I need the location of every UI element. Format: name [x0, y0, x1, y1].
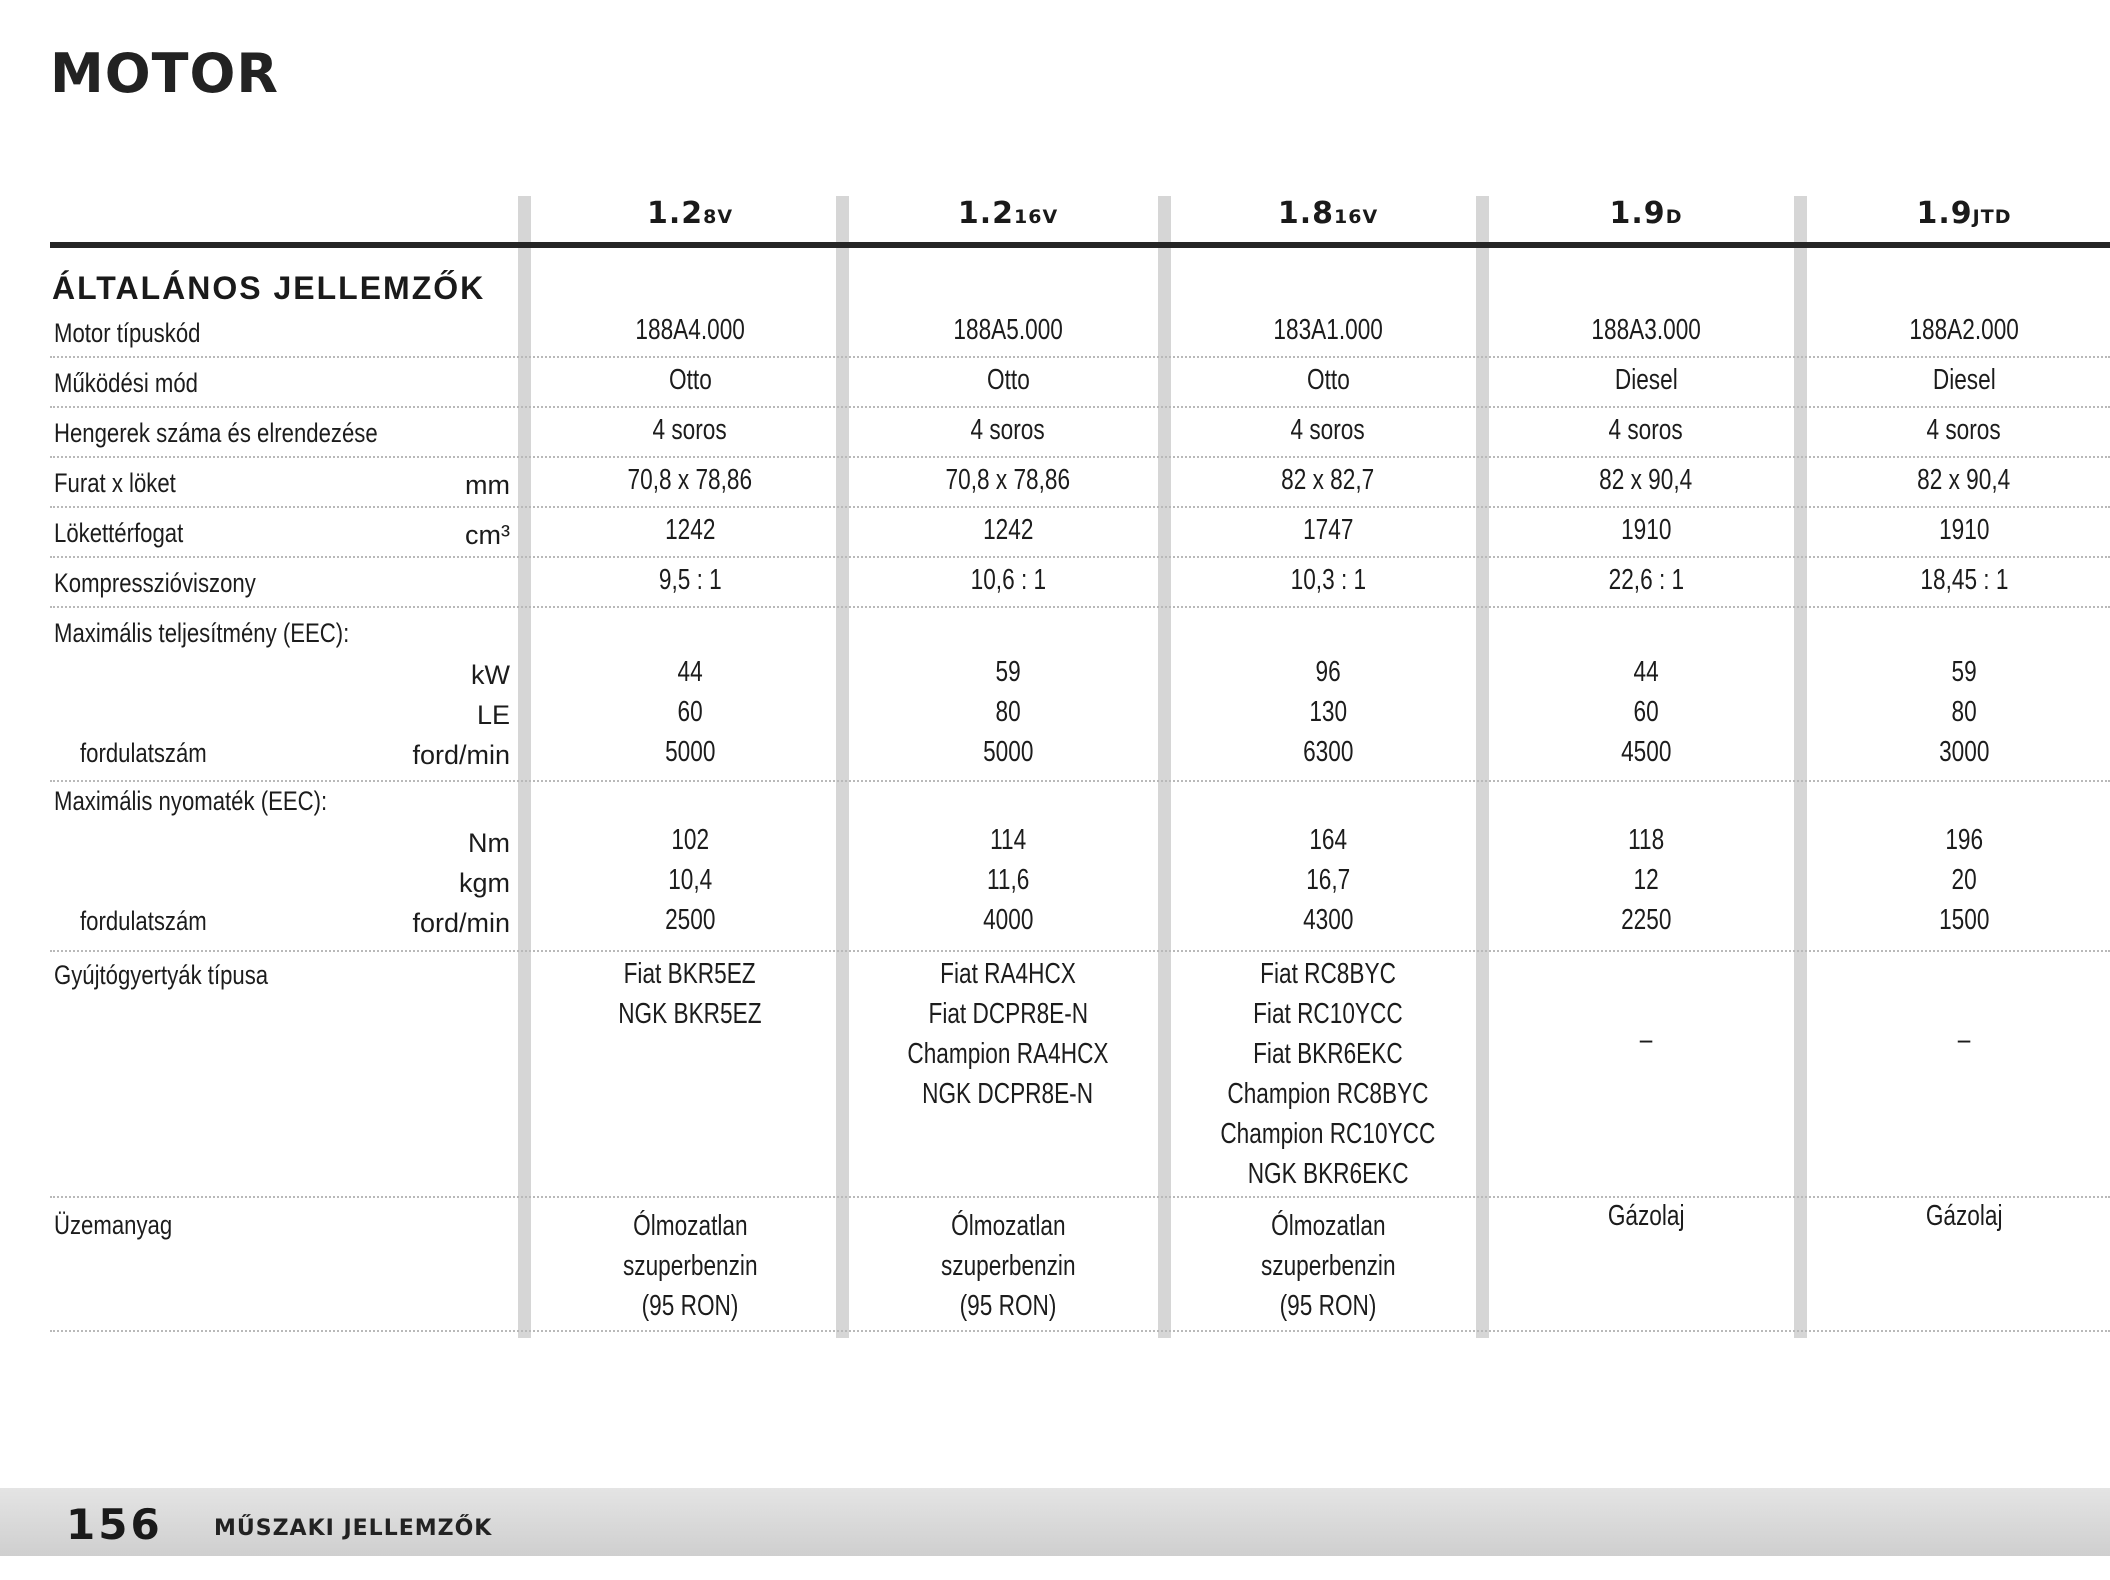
cell-power-kw: 44	[677, 656, 703, 688]
column-header: 1.9D	[1609, 196, 1683, 231]
cell-spark-plugs	[1496, 1020, 1796, 1060]
cell-line: (95 RON)	[959, 1290, 1057, 1322]
row-divider	[50, 950, 2110, 952]
header-rule	[50, 242, 2110, 248]
cell-compression: 18,45 : 1	[1919, 564, 2009, 596]
cell-compression: 9,5 : 1	[658, 564, 722, 596]
cell-power-rpm: 5000	[982, 736, 1034, 768]
row-label: Működési mód	[54, 368, 198, 398]
cell-displacement: 1910	[1938, 514, 1990, 546]
cell-displacement: 1747	[1302, 514, 1354, 546]
unit-label: cm³	[465, 520, 510, 550]
cell-bore-stroke: 82 x 90,4	[1917, 464, 2011, 496]
row-label: Kompresszióviszony	[54, 568, 256, 598]
cell-torque-nm: 164	[1309, 824, 1347, 856]
cell-fuel	[1178, 1206, 1478, 1326]
cell-cycle: Otto	[668, 364, 712, 396]
cell-engine-code: 188A4.000	[635, 314, 745, 346]
unit-label: mm	[465, 470, 510, 500]
cell-torque-nm: 196	[1945, 824, 1983, 856]
cell-displacement: 1242	[982, 514, 1034, 546]
cell-spark-plugs	[1814, 1020, 2110, 1060]
cell-bore-stroke: 82 x 90,4	[1599, 464, 1693, 496]
cell-power-le: 60	[1633, 696, 1659, 728]
row-label: Motor típuskód	[54, 318, 201, 348]
cell-line: Fiat DCPR8E-N	[928, 998, 1088, 1030]
row-sublabel: fordulatszám	[80, 906, 207, 936]
column-header: 1.9JTD	[1916, 196, 2012, 231]
cell-bore-stroke: 70,8 x 78,86	[945, 464, 1071, 496]
cell-line: Champion RA4HCX	[907, 1038, 1109, 1070]
cell-power-le: 80	[995, 696, 1021, 728]
cell-engine-code: 188A2.000	[1909, 314, 2019, 346]
row-label: Gyújtógyertyák típusa	[54, 960, 269, 990]
cell-torque-kgm: 16,7	[1305, 864, 1351, 896]
cell-power-le: 80	[1951, 696, 1977, 728]
section-heading: ÁLTALÁNOS JELLEMZŐK	[52, 270, 486, 306]
cell-line: (95 RON)	[641, 1290, 739, 1322]
cell-spark-plugs	[858, 954, 1158, 1114]
cell-cycle: Otto	[1306, 364, 1350, 396]
unit-label: ford/min	[412, 740, 510, 770]
row-label: Furat x löket	[54, 468, 176, 498]
row-label: Maximális teljesítmény (EEC):	[54, 618, 350, 648]
row-sublabel: fordulatszám	[80, 738, 207, 768]
cell-torque-nm: 114	[989, 824, 1027, 856]
cell-fuel	[1496, 1196, 1796, 1236]
cell-fuel	[858, 1206, 1158, 1326]
cell-line: NGK BKR6EKC	[1247, 1158, 1409, 1190]
cell-bore-stroke: 82 x 82,7	[1281, 464, 1375, 496]
row-divider	[50, 780, 2110, 782]
cell-line: –	[1957, 1024, 1971, 1056]
unit-label: Nm	[468, 828, 510, 858]
cell-torque-kgm: 11,6	[986, 864, 1030, 896]
cell-torque-rpm: 4300	[1302, 904, 1354, 936]
cell-displacement: 1910	[1620, 514, 1672, 546]
cell-line: Ólmozatlan	[1270, 1210, 1386, 1242]
cell-cylinders: 4 soros	[1290, 414, 1366, 446]
cell-engine-code: 183A1.000	[1273, 314, 1383, 346]
row-divider	[50, 506, 2110, 508]
cell-cycle: Diesel	[1614, 364, 1678, 396]
row-label: Hengerek száma és elrendezése	[54, 418, 378, 448]
page-title: MOTOR	[50, 42, 279, 105]
cell-spark-plugs	[1178, 954, 1478, 1194]
cell-line: (95 RON)	[1279, 1290, 1377, 1322]
row-divider	[50, 606, 2110, 608]
row-divider	[50, 556, 2110, 558]
cell-torque-rpm: 2500	[664, 904, 716, 936]
cell-cylinders: 4 soros	[1926, 414, 2002, 446]
cell-line: Ólmozatlan	[632, 1210, 748, 1242]
row-divider	[50, 456, 2110, 458]
page-number: 156	[66, 1500, 163, 1549]
cell-power-le: 130	[1309, 696, 1347, 728]
cell-cylinders: 4 soros	[1608, 414, 1684, 446]
cell-line: Fiat RA4HCX	[940, 958, 1076, 990]
unit-label: LE	[476, 700, 510, 730]
cell-line: szuperbenzin	[1260, 1250, 1396, 1282]
cell-line: Fiat BKR6EKC	[1253, 1038, 1403, 1070]
cell-power-rpm: 6300	[1302, 736, 1354, 768]
row-divider	[50, 1330, 2110, 1332]
cell-line: Gázolaj	[1925, 1200, 2003, 1232]
cell-torque-rpm: 2250	[1620, 904, 1672, 936]
cell-line: Fiat RC8BYC	[1260, 958, 1396, 990]
cell-fuel	[1814, 1196, 2110, 1236]
cell-engine-code: 188A3.000	[1591, 314, 1701, 346]
cell-engine-code: 188A5.000	[953, 314, 1063, 346]
cell-fuel	[540, 1206, 840, 1326]
column-separator	[518, 196, 531, 1338]
cell-power-kw: 59	[1951, 656, 1977, 688]
unit-label: ford/min	[412, 908, 510, 938]
cell-power-rpm: 4500	[1620, 736, 1672, 768]
cell-compression: 10,3 : 1	[1290, 564, 1366, 596]
cell-cycle: Otto	[986, 364, 1030, 396]
cell-torque-nm: 102	[671, 824, 709, 856]
cell-line: Gázolaj	[1607, 1200, 1685, 1232]
cell-line: szuperbenzin	[940, 1250, 1076, 1282]
footer-title: MŰSZAKI JELLEMZŐK	[214, 1516, 493, 1541]
cell-power-le: 60	[677, 696, 703, 728]
cell-torque-kgm: 10,4	[667, 864, 713, 896]
cell-line: NGK BKR5EZ	[618, 998, 762, 1030]
cell-cylinders: 4 soros	[652, 414, 728, 446]
cell-line: Champion RC8BYC	[1227, 1078, 1429, 1110]
cell-torque-rpm: 1500	[1938, 904, 1990, 936]
cell-displacement: 1242	[664, 514, 716, 546]
column-header: 1.816V	[1277, 196, 1379, 231]
row-divider	[50, 406, 2110, 408]
column-separator	[1158, 196, 1171, 1338]
cell-torque-kgm: 20	[1951, 864, 1977, 896]
cell-power-rpm: 5000	[664, 736, 716, 768]
row-label: Üzemanyag	[54, 1210, 173, 1240]
cell-line: Champion RC10YCC	[1220, 1118, 1436, 1150]
cell-cylinders: 4 soros	[970, 414, 1046, 446]
cell-power-kw: 44	[1633, 656, 1659, 688]
row-divider	[50, 1196, 2110, 1198]
cell-line: –	[1639, 1024, 1653, 1056]
cell-spark-plugs	[540, 954, 840, 1034]
cell-power-kw: 59	[995, 656, 1021, 688]
cell-bore-stroke: 70,8 x 78,86	[627, 464, 753, 496]
cell-line: NGK DCPR8E-N	[922, 1078, 1094, 1110]
row-divider	[50, 356, 2110, 358]
cell-line: Fiat BKR5EZ	[624, 958, 756, 990]
cell-power-rpm: 3000	[1938, 736, 1990, 768]
column-header: 1.216V	[957, 196, 1059, 231]
cell-cycle: Diesel	[1932, 364, 1996, 396]
cell-compression: 22,6 : 1	[1608, 564, 1684, 596]
cell-torque-rpm: 4000	[982, 904, 1034, 936]
unit-label: kgm	[458, 868, 510, 898]
unit-label: kW	[471, 660, 510, 690]
row-label: Maximális nyomaték (EEC):	[54, 786, 328, 816]
cell-line: Ólmozatlan	[950, 1210, 1066, 1242]
row-label: Lökettérfogat	[54, 518, 184, 548]
cell-compression: 10,6 : 1	[970, 564, 1046, 596]
cell-torque-nm: 118	[1627, 824, 1665, 856]
cell-power-kw: 96	[1315, 656, 1341, 688]
cell-torque-kgm: 12	[1633, 864, 1659, 896]
cell-line: Fiat RC10YCC	[1253, 998, 1403, 1030]
column-header: 1.28V	[646, 196, 734, 231]
cell-line: szuperbenzin	[622, 1250, 758, 1282]
